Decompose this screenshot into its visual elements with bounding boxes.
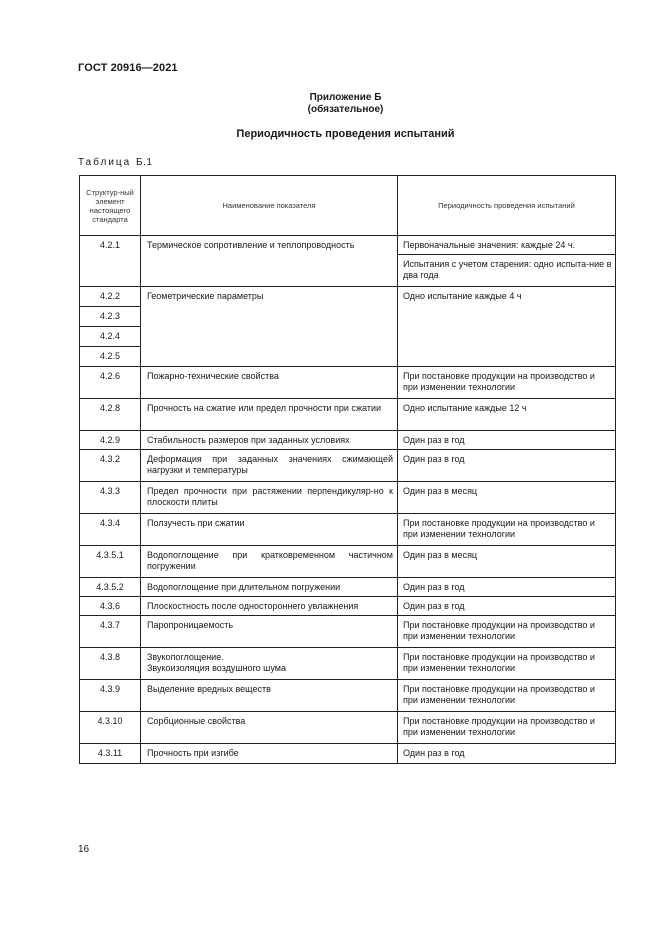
row-code: 4.2.3 (80, 307, 141, 327)
section-title: Периодичность проведения испытаний (236, 128, 455, 140)
annex-title: Приложение Б (309, 92, 382, 103)
table-caption (78, 157, 152, 168)
row-period: Один раз в месяц (398, 482, 616, 514)
row-indicator: Прочность при изгибе (141, 744, 398, 764)
row-indicator: Водопоглощение при кратковременном частичном погружении (141, 546, 398, 578)
row-indicator: Деформация при заданных значениях сжимающей нагрузки и температуры (141, 450, 398, 482)
table-caption-number: Б.1 (136, 157, 153, 168)
row-code: 4.2.8 (80, 399, 141, 431)
row-indicator: Термическое сопротивление и теплопроводность (141, 236, 398, 287)
row-indicator-line1: Звукопоглощение. (147, 652, 224, 662)
row-code: 4.2.2 (80, 287, 141, 307)
row-indicator: Стабильность размеров при заданных условиях (141, 431, 398, 450)
row-period: Один раз в год (398, 744, 616, 764)
row-indicator: Выделение вредных веществ (141, 680, 398, 712)
table-row (80, 367, 616, 399)
row-indicator-line2: Звукоизоляция воздушного шума (147, 663, 286, 673)
row-code: 4.2.4 (80, 327, 141, 347)
row-indicator: Паропроницаемость (141, 616, 398, 648)
row-code: 4.3.3 (80, 482, 141, 514)
row-code: 4.3.5.1 (80, 546, 141, 578)
table-row (80, 546, 616, 578)
row-indicator: Предел прочности при растяжении перпендикуляр-но к плоскости плиты (141, 482, 398, 514)
row-period: Один раз в год (398, 450, 616, 482)
row-period: Первоначальные значения: каждые 24 ч. (398, 236, 616, 255)
row-period: При постановке продукции на производство и при изменении технологии (398, 648, 616, 680)
table-row (80, 578, 616, 597)
row-indicator: Ползучесть при сжатии (141, 514, 398, 546)
table-row (80, 450, 616, 482)
row-indicator (141, 648, 398, 680)
row-code: 4.3.9 (80, 680, 141, 712)
row-period: Один раз в год (398, 431, 616, 450)
document-code: ГОСТ 20916—2021 (78, 62, 178, 74)
table-row (80, 482, 616, 514)
row-indicator: Плоскостность после одностороннего увлажнения (141, 597, 398, 616)
table-row (80, 431, 616, 450)
row-period: При постановке продукции на производство и при изменении технологии (398, 514, 616, 546)
row-code: 4.3.8 (80, 648, 141, 680)
row-period: Одно испытание каждые 4 ч (398, 287, 616, 367)
annex-status: (обязательное) (307, 104, 384, 115)
page-number: 16 (78, 844, 90, 855)
row-code: 4.3.10 (80, 712, 141, 744)
row-code: 4.2.5 (80, 347, 141, 367)
row-code: 4.3.6 (80, 597, 141, 616)
row-indicator: Пожарно-технические свойства (141, 367, 398, 399)
table-row (80, 514, 616, 546)
table-row (80, 680, 616, 712)
row-period: Одно испытание каждые 12 ч (398, 399, 616, 431)
row-indicator: Прочность на сжатие или предел прочности при сжатии (141, 399, 398, 431)
header-test-periodicity: Периодичность проведения испытаний (398, 176, 616, 236)
row-period: При постановке продукции на производство и при изменении технологии (398, 616, 616, 648)
table-row (80, 399, 616, 431)
row-code: 4.2.1 (80, 236, 141, 287)
row-period: При постановке продукции на производство и при изменении технологии (398, 680, 616, 712)
row-period: Один раз в месяц (398, 546, 616, 578)
row-code: 4.3.5.2 (80, 578, 141, 597)
row-code: 4.3.2 (80, 450, 141, 482)
row-period: Один раз в год (398, 597, 616, 616)
table-row (80, 616, 616, 648)
row-code: 4.3.7 (80, 616, 141, 648)
table-caption-word: Таблица (78, 157, 132, 168)
table-row (80, 236, 616, 255)
test-periodicity-table (79, 175, 616, 764)
row-period: Испытания с учетом старения: одно испыта-ние в два года (398, 255, 616, 287)
row-indicator: Водопоглощение при длительном погружении (141, 578, 398, 597)
header-structural-element: Структур-ный элемент настоящего стандарта (80, 176, 141, 236)
row-period: При постановке продукции на производство и при изменении технологии (398, 712, 616, 744)
table-row (80, 597, 616, 616)
table-row (80, 744, 616, 764)
table-row (80, 712, 616, 744)
row-period: Один раз в год (398, 578, 616, 597)
row-period: При постановке продукции на производство и при изменении технологии (398, 367, 616, 399)
header-indicator-name: Наименование показателя (141, 176, 398, 236)
table-row (80, 287, 616, 307)
row-code: 4.3.4 (80, 514, 141, 546)
row-indicator: Сорбционные свойства (141, 712, 398, 744)
table-header-row (80, 176, 616, 236)
row-code: 4.2.6 (80, 367, 141, 399)
row-indicator: Геометрические параметры (141, 287, 398, 367)
row-code: 4.2.9 (80, 431, 141, 450)
row-code: 4.3.11 (80, 744, 141, 764)
table-row (80, 648, 616, 680)
